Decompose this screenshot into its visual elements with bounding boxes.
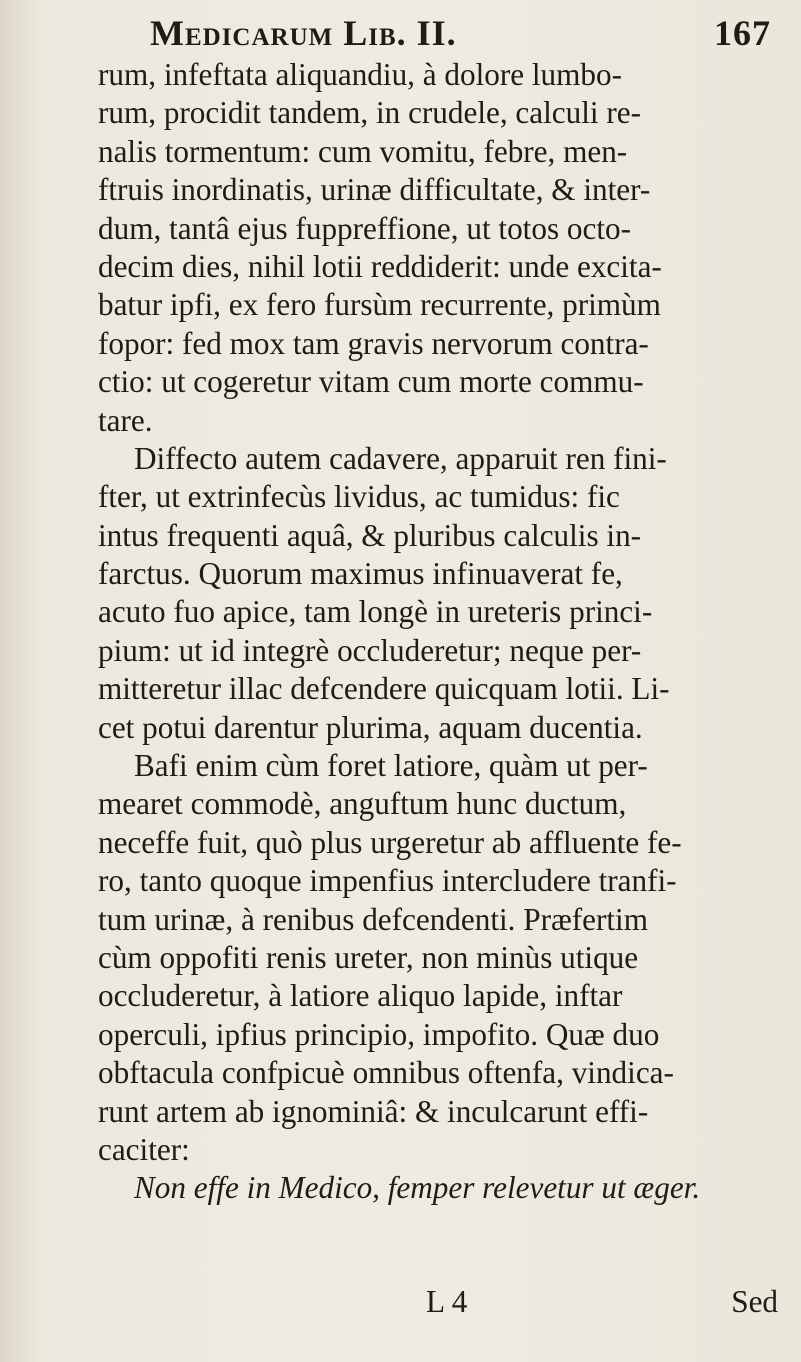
text-line: intus frequenti aquâ, & pluribus calculis in- [98,517,642,553]
paragraph-start-line: Diffecto autem cadavere, apparuit ren fini- [134,440,667,476]
maxim-line: Non effe in Medico, femper relevetur ut æger. [134,1170,701,1206]
text-line: rum, procidit tandem, in crudele, calculi re- [98,95,641,131]
text-line: fopor: fed mox tam gravis nervorum contra- [98,325,649,361]
text-line: dum, tantâ ejus fuppreffione, ut totos octo- [98,210,631,246]
text-line: neceffe fuit, quò plus urgeretur ab affluente fe- [98,824,682,860]
text-line: runt artem ab ignominiâ: & inculcarunt effi- [98,1093,649,1129]
text-line: ctio: ut cogeretur vitam cum morte commu- [98,364,644,400]
text-line: cùm oppofiti renis ureter, non minùs utique [98,939,639,975]
text-line: mearet commodè, anguftum hunc ductum, [98,786,627,822]
text-body [98,56,778,1208]
catchword: Sed [731,1284,778,1319]
text-line: operculi, ipfius principio, impofito. Quæ duo [98,1016,660,1052]
text-line: batur ipfi, ex fero fursùm recurrente, primùm [98,287,661,323]
text-line: fter, ut extrinfecùs lividus, ac tumidus: fic [98,479,620,515]
text-line: ftruis inordinatis, urinæ difficultate, & inter- [98,172,651,208]
text-line: obftacula confpicuè omnibus oftenfa, vindica- [98,1055,674,1091]
text-line: decim dies, nihil lotii reddiderit: unde excita- [98,248,662,284]
page-footer [98,1284,778,1324]
text-line: ro, tanto quoque impenfius intercludere tranfi- [98,863,677,899]
text-line: cet potui darentur plurima, aquam ducentia. [98,709,643,745]
text-line: rum, infeftata aliquandiu, à dolore lumbo- [98,57,622,92]
text-line: caciter: [98,1131,190,1167]
text-line: mitteretur illac defcendere quicquam lotii. Li- [98,671,670,707]
page-header [150,12,781,58]
running-title: Medicarum Lib. II. [150,13,457,53]
text-line: farctus. Quorum maximus infinuaverat fe, [98,556,623,592]
text-line: acuto fuo apice, tam longè in ureteris princi- [98,594,653,630]
text-line: tum urinæ, à renibus defcendenti. Præfertim [98,901,648,937]
page-number: 167 [714,13,771,53]
text-line: occluderetur, à latiore aliquo lapide, inftar [98,978,623,1014]
signature-mark: L 4 [426,1284,468,1319]
text-line: tare. [98,402,153,438]
text-line: nalis tormentum: cum vomitu, febre, men- [98,133,628,169]
paragraph-start-line: Bafi enim cùm foret latiore, quàm ut per- [134,748,648,784]
text-line: pium: ut id integrè occluderetur; neque per- [98,632,642,668]
